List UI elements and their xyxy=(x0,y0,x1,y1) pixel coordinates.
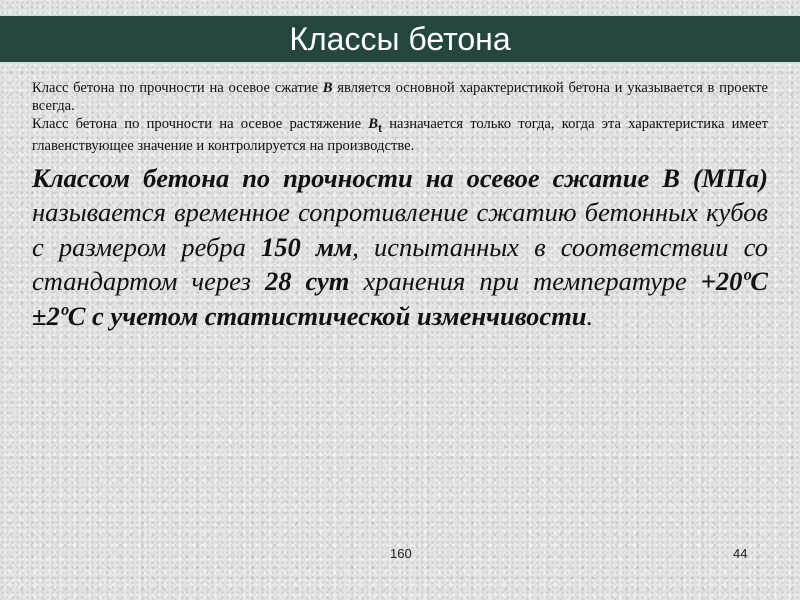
text-run: , испытанных в соответствии со стандартом через xyxy=(32,231,768,297)
temperature-condition: +20ºС ±2ºС с учетом статистической изменчивости xyxy=(32,266,768,331)
class-symbol: B xyxy=(322,80,333,96)
footer-center-number: 160 xyxy=(390,546,412,561)
paragraph-definition xyxy=(32,161,768,334)
slide-title: Классы бетона xyxy=(289,21,511,57)
paragraph-tension-class xyxy=(32,115,768,155)
slide-body xyxy=(32,79,768,333)
page-number: 44 xyxy=(733,546,748,561)
definition-term: Классом бетона по прочности на осевое сжатие В (МПа) xyxy=(32,162,768,193)
text-run: хранения при температуре xyxy=(349,266,701,297)
title-bar xyxy=(0,14,800,64)
class-symbol: B xyxy=(368,116,378,132)
edge-size: 150 мм xyxy=(261,231,353,262)
text-run: Класс бетона по прочности на осевое растяжение xyxy=(32,116,369,132)
text-run: Класс бетона по прочности на осевое сжатие xyxy=(32,80,323,96)
text-run: . xyxy=(586,300,594,331)
text-run: является основной характеристикой бетона и указывается в проекте всегда. xyxy=(32,80,768,114)
text-run: называется временное сопротивление сжатию бетонных кубов с размером ребра xyxy=(32,197,768,262)
curing-period: 28 сут xyxy=(264,266,350,297)
paragraph-compression-class xyxy=(32,79,768,115)
class-subscript: t xyxy=(377,120,383,135)
text-run: назначается только тогда, когда эта характеристика имеет главенствующее значение и контролируется на производстве. xyxy=(32,116,768,154)
